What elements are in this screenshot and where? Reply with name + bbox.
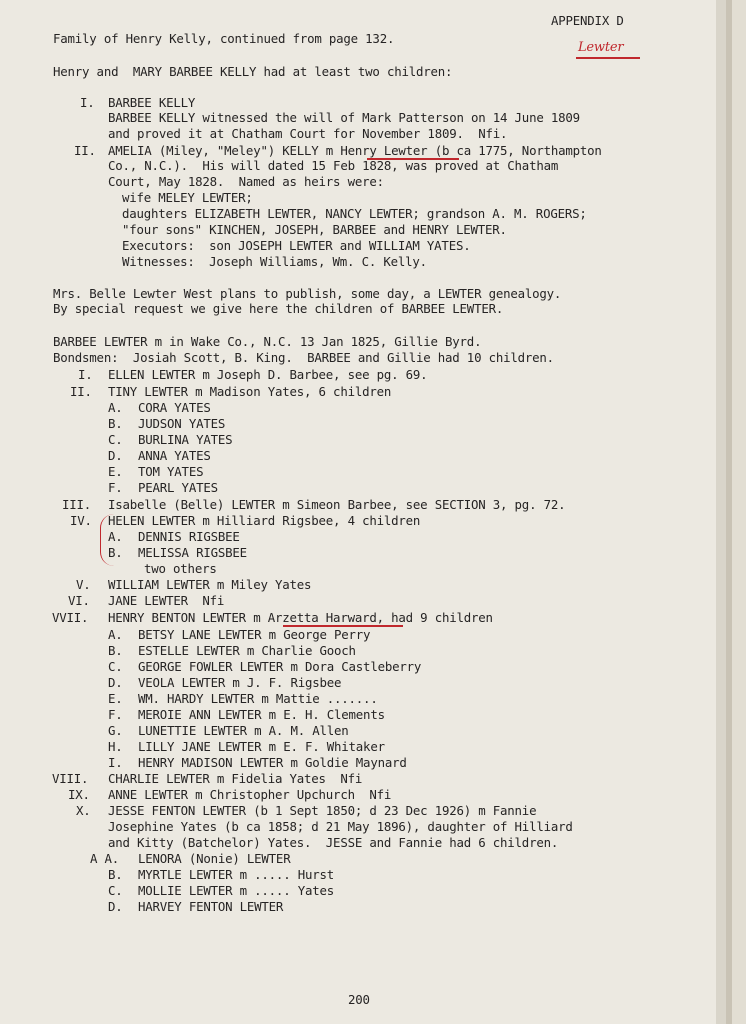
list-letter: E.: [108, 691, 123, 706]
list-item: TOM YATES: [138, 464, 204, 479]
list-item: MEROIE ANN LEWTER m E. H. Clements: [138, 707, 385, 722]
list-letter: F.: [108, 707, 123, 722]
list-letter: C.: [108, 659, 123, 674]
text-line: HELEN LEWTER m Hilliard Rigsbee, 4 children: [108, 513, 421, 528]
appendix-label: APPENDIX D: [551, 13, 624, 28]
list-item: MYRTLE LEWTER m ..... Hurst: [138, 867, 335, 882]
text-line: Josephine Yates (b ca 1858; d 21 May 1896), daughter of Hilliard: [108, 819, 573, 834]
list-letter: B.: [108, 643, 123, 658]
text-line: Mrs. Belle Lewter West plans to publish, some day, a LEWTER genealogy.: [53, 286, 562, 301]
list-item: JUDSON YATES: [138, 416, 226, 431]
text-line: Court, May 1828. Named as heirs were:: [108, 174, 384, 189]
list-item: LILLY JANE LEWTER m E. F. Whitaker: [138, 739, 385, 754]
list-item: PEARL YATES: [138, 480, 218, 495]
list-item: DENNIS RIGSBEE: [138, 529, 240, 544]
roman-numeral: IV.: [70, 513, 92, 528]
list-letter: D.: [108, 448, 123, 463]
list-item: MELISSA RIGSBEE: [138, 545, 247, 560]
list-letter: C.: [108, 432, 123, 447]
list-letter: E.: [108, 464, 123, 479]
list-item: LUNETTIE LEWTER m A. M. Allen: [138, 723, 349, 738]
text-line: JESSE FENTON LEWTER (b 1 Sept 1850; d 23 Dec 1926) m Fannie: [108, 803, 537, 818]
roman-numeral: I.: [78, 367, 93, 382]
list-item: HARVEY FENTON LEWTER: [138, 899, 284, 914]
list-item: ESTELLE LEWTER m Charlie Gooch: [138, 643, 356, 658]
page-edge: [716, 0, 726, 1024]
list-letter: C.: [108, 883, 123, 898]
text-line: BARBEE KELLY witnessed the will of Mark Patterson on 14 June 1809: [108, 110, 580, 125]
roman-numeral: V.: [76, 577, 91, 592]
text-line: Witnesses: Joseph Williams, Wm. C. Kelly.: [122, 254, 427, 269]
roman-numeral: III.: [62, 497, 92, 512]
roman-numeral: I.: [80, 95, 95, 110]
list-letter: H.: [108, 739, 123, 754]
note-underline: [576, 57, 640, 59]
list-letter: A A.: [90, 851, 120, 866]
text-line: HENRY BENTON LEWTER m Arzetta Harward, had 9 children: [108, 610, 493, 625]
list-letter: D.: [108, 899, 123, 914]
list-item: WM. HARDY LEWTER m Mattie .......: [138, 691, 378, 706]
roman-numeral: VVII.: [52, 610, 89, 625]
list-letter: D.: [108, 675, 123, 690]
list-letter: A.: [108, 529, 123, 544]
list-item: MOLLIE LEWTER m ..... Yates: [138, 883, 335, 898]
list-item: BETSY LANE LEWTER m George Perry: [138, 627, 371, 642]
roman-numeral: IX.: [68, 787, 90, 802]
page-edge: [732, 0, 746, 1024]
text-line: TINY LEWTER m Madison Yates, 6 children: [108, 384, 392, 399]
text-line: and proved it at Chatham Court for November 1809. Nfi.: [108, 126, 508, 141]
list-item: LENORA (Nonie) LEWTER: [138, 851, 291, 866]
handwritten-note: Lewter: [578, 40, 624, 55]
text-line: Executors: son JOSEPH LEWTER and WILLIAM YATES.: [122, 238, 471, 253]
page-number: 200: [348, 992, 370, 1007]
list-item: GEORGE FOWLER LEWTER m Dora Castleberry: [138, 659, 422, 674]
text-line: BARBEE LEWTER m in Wake Co., N.C. 13 Jan 1825, Gillie Byrd.: [53, 334, 482, 349]
list-letter: B.: [108, 867, 123, 882]
text-line: ANNE LEWTER m Christopher Upchurch Nfi: [108, 787, 392, 802]
text-line: CHARLIE LEWTER m Fidelia Yates Nfi: [108, 771, 363, 786]
roman-numeral: VI.: [68, 593, 90, 608]
text-line: Isabelle (Belle) LEWTER m Simeon Barbee, see SECTION 3, pg. 72.: [108, 497, 566, 512]
text-line: Co., N.C.). His will dated 15 Feb 1828, was proved at Chatham: [108, 158, 559, 173]
roman-numeral: VIII.: [52, 771, 89, 786]
text-line: AMELIA (Miley, "Meley") KELLY m Henry Lewter (b ca 1775, Northampton: [108, 143, 602, 158]
roman-numeral: X.: [76, 803, 91, 818]
text-line: By special request we give here the children of BARBEE LEWTER.: [53, 301, 504, 316]
list-letter: B.: [108, 545, 123, 560]
text-line: Bondsmen: Josiah Scott, B. King. BARBEE and Gillie had 10 children.: [53, 350, 554, 365]
text-line: JANE LEWTER Nfi: [108, 593, 225, 608]
list-letter: A.: [108, 400, 123, 415]
list-item: VEOLA LEWTER m J. F. Rigsbee: [138, 675, 342, 690]
text-line: WILLIAM LEWTER m Miley Yates: [108, 577, 312, 592]
list-letter: A.: [108, 627, 123, 642]
roman-numeral: II.: [70, 384, 92, 399]
text-line: Henry and MARY BARBEE KELLY had at least two children:: [53, 64, 453, 79]
list-letter: F.: [108, 480, 123, 495]
list-item: ANNA YATES: [138, 448, 211, 463]
list-letter: I.: [108, 755, 123, 770]
text-line: "four sons" KINCHEN, JOSEPH, BARBEE and HENRY LEWTER.: [122, 222, 507, 237]
roman-numeral: II.: [74, 143, 96, 158]
list-item: CORA YATES: [138, 400, 211, 415]
list-item: BURLINA YATES: [138, 432, 233, 447]
text-line: wife MELEY LEWTER;: [122, 190, 253, 205]
list-item: two others: [144, 561, 217, 576]
text-line: daughters ELIZABETH LEWTER, NANCY LEWTER; grandson A. M. ROGERS;: [122, 206, 587, 221]
text-line: BARBEE KELLY: [108, 95, 196, 110]
list-item: HENRY MADISON LEWTER m Goldie Maynard: [138, 755, 407, 770]
text-line: and Kitty (Batchelor) Yates. JESSE and Fannie had 6 children.: [108, 835, 559, 850]
text-line: Family of Henry Kelly, continued from page 132.: [53, 31, 395, 46]
text-line: ELLEN LEWTER m Joseph D. Barbee, see pg. 69.: [108, 367, 428, 382]
list-letter: G.: [108, 723, 123, 738]
list-letter: B.: [108, 416, 123, 431]
